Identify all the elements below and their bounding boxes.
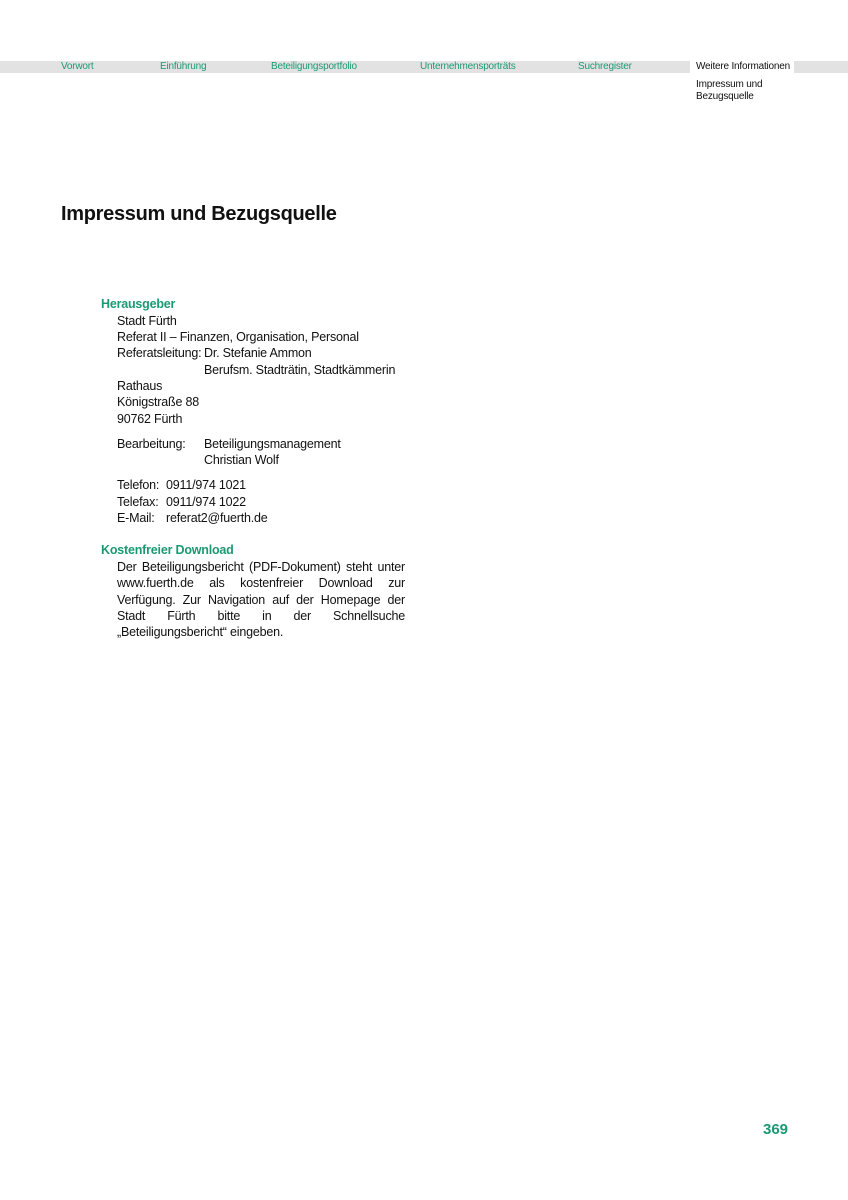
address-line-2: Königstraße 88 [117, 395, 199, 409]
referatsleitung-title: Berufsm. Stadträtin, Stadtkämmerin [204, 363, 396, 377]
bearbeitung-label: Bearbeitung: [117, 437, 186, 451]
nav-item-vorwort[interactable]: Vorwort [61, 61, 94, 72]
telefon-label: Telefon: [117, 478, 160, 492]
download-paragraph: Der Beteiligungsbericht (PDF-Dokument) steht unter www.fuerth.de als kostenfreier Download zur Verfügung. Zur Navigation auf der Homepage der Stadt Fürth bitte in der Schnellsuche „Beteiligungsbericht“ eingeben. [117, 560, 405, 640]
bearbeitung-line-2: Christian Wolf [204, 453, 279, 467]
nav-item-unternehmensportraets[interactable]: Unternehmensporträts [420, 61, 516, 72]
page-title: Impressum und Bezugsquelle [61, 203, 337, 225]
herausgeber-heading: Herausgeber [101, 297, 176, 311]
nav-item-einfuehrung[interactable]: Einführung [160, 61, 207, 72]
publisher-referat: Referat II – Finanzen, Organisation, Personal [117, 330, 359, 344]
email-link[interactable]: referat2@fuerth.de [166, 511, 268, 525]
referatsleitung-label: Referatsleitung: [117, 346, 202, 360]
referatsleitung-name: Dr. Stefanie Ammon [204, 346, 312, 360]
telefax-value: 0911/974 1022 [166, 495, 246, 509]
download-heading: Kostenfreier Download [101, 543, 234, 557]
telefax-label: Telefax: [117, 495, 159, 509]
subnav-line-2: Bezugsquelle [696, 91, 754, 102]
telefon-value: 0911/974 1021 [166, 478, 246, 492]
nav-item-suchregister[interactable]: Suchregister [578, 61, 632, 72]
nav-item-beteiligungsportfolio[interactable]: Beteiligungsportfolio [271, 61, 357, 72]
nav-item-weitere-informationen[interactable]: Weitere Informationen [690, 61, 794, 73]
address-line-3: 90762 Fürth [117, 412, 183, 426]
email-label: E-Mail: [117, 511, 155, 525]
bearbeitung-line-1: Beteiligungsmanagement [204, 437, 341, 451]
address-line-1: Rathaus [117, 379, 163, 393]
top-navigation-bar [0, 61, 848, 73]
publisher-org: Stadt Fürth [117, 314, 177, 328]
nav-subitem-impressum[interactable] [696, 79, 762, 103]
subnav-line-1: Impressum und [696, 79, 763, 90]
page-number: 369 [763, 1121, 789, 1138]
